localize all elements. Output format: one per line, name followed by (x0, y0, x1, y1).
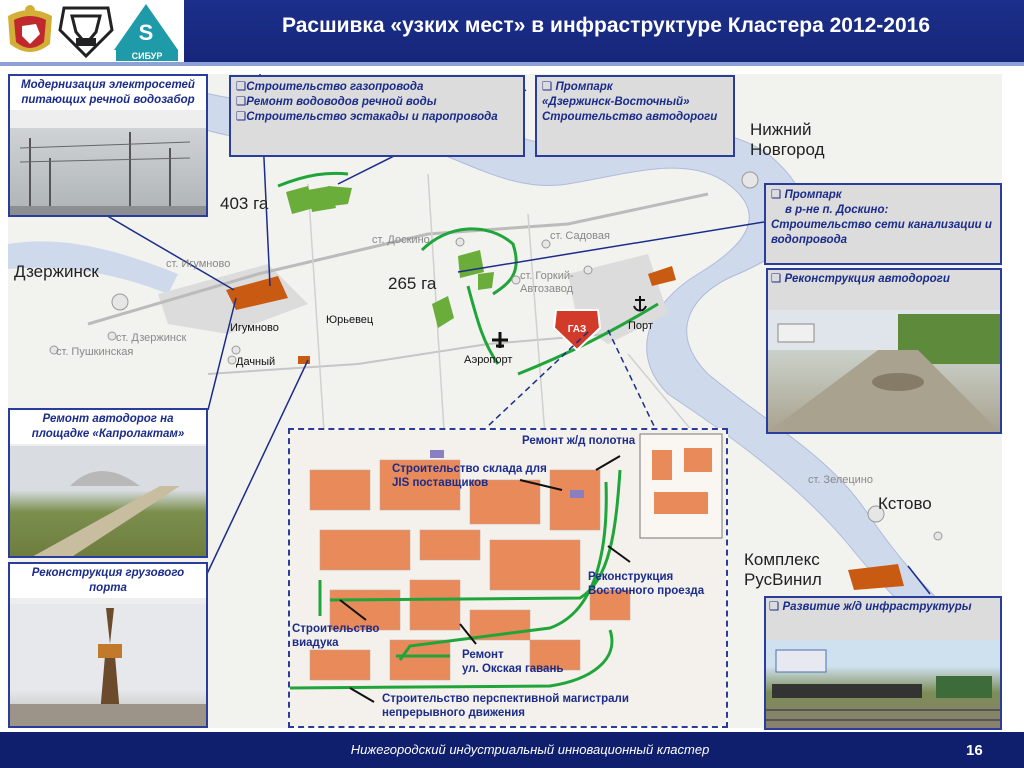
place-dachny: Дачный (236, 356, 276, 368)
jis-warehouse (570, 490, 584, 498)
zone-rusvinil (848, 564, 904, 590)
station-gorky-avtozavod: ст. Горкий- Автозавод (520, 270, 574, 295)
prompark-doskino-task: Строительство сети канализации и водопровода (771, 219, 992, 246)
sibur-logo-icon (114, 4, 178, 61)
gaz-logo-icon (60, 8, 112, 56)
gas-item: ❑Строительство газопровода (236, 81, 424, 93)
road-drawing (768, 310, 1000, 432)
page-number: 16 (966, 742, 983, 759)
prompark-east-name: «Дзержинск-Восточный» (542, 96, 690, 108)
callout-caprolactam (8, 408, 208, 558)
callout-gas (229, 75, 525, 157)
nizhny-novgorod-coat-of-arms-icon (8, 5, 52, 52)
gaz-badge-icon (554, 310, 600, 350)
caprolactam-photo (10, 446, 206, 556)
svg-text:ГАЗ: ГАЗ (567, 324, 587, 335)
city-nizhny-novgorod: Нижний Новгород (750, 120, 825, 159)
rail-drawing (766, 640, 1000, 728)
airport-icon (492, 332, 508, 348)
logos-svg (0, 0, 184, 62)
label-jis-warehouse: Строительство склада для JIS поставщиков (392, 463, 547, 489)
header-divider (0, 62, 1024, 66)
place-airport: Аэропорт (464, 354, 513, 366)
green-zones (286, 186, 494, 328)
label-rail-repair: Ремонт ж/д полотна (522, 435, 636, 447)
station-zelecino: ст. Зелецино (808, 474, 874, 486)
callout-road-recon (766, 268, 1002, 434)
callout-rail-dev-text: ❑ Развитие ж/д инфраструктуры (766, 598, 1000, 640)
gas-item: ❑Строительство эстакады и паропровода (236, 111, 498, 123)
complex-rusvinil: Комплекс РусВинил (744, 550, 822, 589)
port-crane-photo (10, 604, 206, 726)
footer-text: Нижегородский индустриальный инновационный кластер (350, 742, 710, 757)
station-igumnovo: ст. Игумново (166, 258, 231, 270)
city-dzerzhinsk: Дзержинск (14, 262, 99, 281)
label-east-passage: Реконструкция Восточного проезда (588, 571, 705, 597)
zone-dachny (298, 356, 310, 364)
svg-text:S: S (138, 20, 154, 45)
area-403-label: 403 га (220, 194, 269, 213)
station-dzerzhinsk: ст. Дзержинск (116, 332, 187, 344)
gaz-plant-inset (288, 428, 728, 728)
road-south (208, 334, 608, 374)
callout-electro-text: Модернизация электросетей питающих речной водозабор (10, 76, 206, 110)
callout-prompark-doskino (764, 183, 1002, 265)
callout-prompark-east (535, 75, 735, 157)
logo-strip (0, 0, 184, 62)
place-igumnovo: Игумново (230, 322, 279, 334)
rail-photo (766, 640, 1000, 728)
callout-caprolactam-text: Ремонт автодорог на площадке «Капролактам» (10, 410, 206, 444)
callout-electro (8, 74, 208, 217)
rail-marker (430, 450, 444, 458)
callout-cargo-port (8, 562, 208, 728)
station-pushkinskaya: ст. Пушкинская (56, 346, 134, 358)
city-kstovo: Кстово (878, 494, 932, 513)
page-title: Расшивка «узких мест» в инфраструктуре Кластера 2012-2016 (281, 14, 931, 37)
label-highway: Строительство перспективной магистрали непрерывного движения (382, 693, 629, 719)
road-photo (768, 310, 1000, 432)
callout-road-recon-text: ❑ Реконструкция автодороги (768, 270, 1000, 310)
callout-cargo-port-text: Реконструкция грузового порта (10, 564, 206, 598)
station-sadovaya: ст. Садовая (550, 230, 610, 242)
svg-text:СИБУР: СИБУР (131, 51, 163, 61)
area-265-label: 265 га (388, 274, 437, 293)
crane-drawing (10, 604, 206, 726)
prompark-doskino-place: в р-не п. Доскино: (785, 204, 889, 216)
label-viaduct: Строительство виадука (292, 623, 380, 649)
place-yurievets: Юрьевец (326, 314, 374, 326)
prompark-east-title: ❑ Промпарк (542, 81, 613, 93)
prompark-doskino-title: ❑ Промпарк (771, 189, 842, 201)
caprolactam-drawing (10, 446, 206, 558)
callout-rail-dev (764, 596, 1002, 730)
power-lines-photo (10, 128, 206, 215)
power-lines-drawing (10, 128, 206, 217)
label-oka-street: Ремонт ул. Окская гавань (462, 649, 564, 675)
route-403 (278, 173, 348, 186)
gas-item: ❑Ремонт водоводов речной воды (236, 96, 437, 108)
station-doskino: ст. Доскино (372, 234, 430, 246)
place-port: Порт (628, 320, 653, 332)
prompark-east-task: Строительство автодороги (542, 111, 718, 123)
